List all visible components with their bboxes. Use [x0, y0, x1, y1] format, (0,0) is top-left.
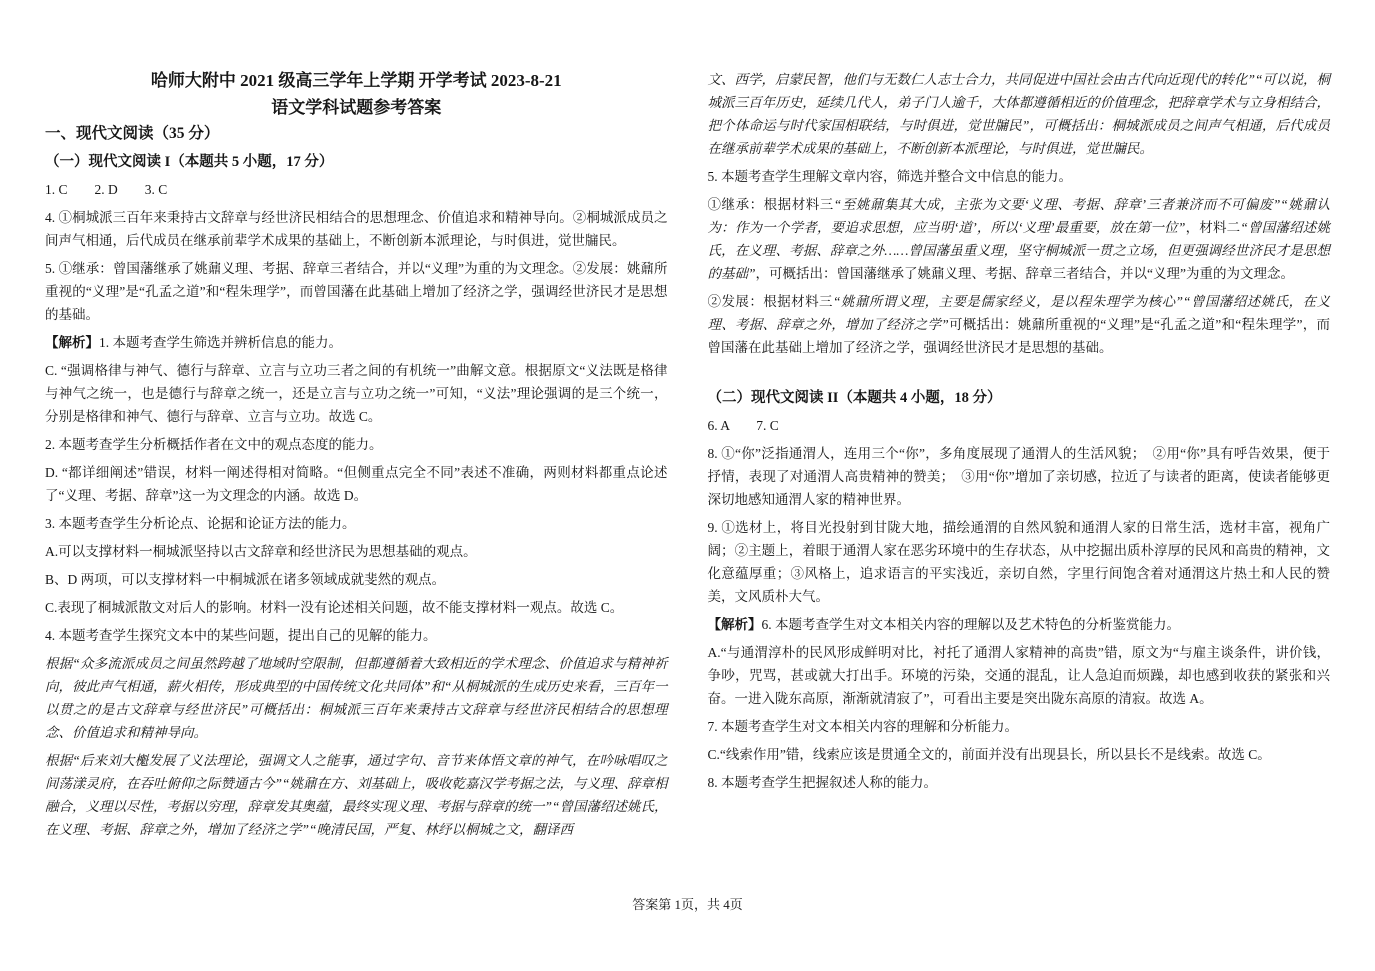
text-run: （一）现代文阅读 I（本题共 5 小题，17 分） [45, 154, 334, 170]
paragraph [708, 290, 1331, 359]
paragraph [45, 178, 668, 201]
paragraph [708, 743, 1331, 766]
paragraph [45, 331, 668, 354]
text-run: ，材料二 [1185, 220, 1241, 235]
text-run: 可概括出：姚鼐所重视的“义理”是“孔孟之道”和“程朱理学”，而曾国藩在此基础上增加了经济之学，强调经世济民才是思想的基础。 [707, 317, 1331, 355]
right-column [708, 68, 1331, 846]
text-run: B、D 两项，可以支撑材料一中桐城派在诸多领域成就斐然的观点。 [45, 572, 446, 587]
text-run: 根据“后来刘大櫆发展了义法理论，强调文人之能事，通过字句、音节来体悟文章的神气，在吟咏唱叹之间荡漾灵府，在吞吐俯仰之际赞通古今”“姚鼐在方、刘基础上，吸收乾嘉汉学考据之法，与义理、辞章相融合，义理以尽性，考据以穷理，辞章发其奥蕴，最终实现义理、考据与辞章的统一”“曾国藩绍述姚氏，在义理、考据、辞章之外，增加了经济之学”“晚清民国，严复、林纾以桐城之文，翻译西 [45, 753, 668, 837]
section-heading [45, 150, 668, 174]
text-run: “至姚鼐集其大成，主张为文要‘义理、考据、辞章’三者兼济而不可偏废”“姚鼐认为：作为一个学者，要追求思想，应当明‘道’，所以‘义理’最重要，放在第一位” [707, 197, 1330, 235]
text-run: D. “都详细阐述”错误，材料一阐述得相对简略。“但侧重点完全不同”表述不准确，两则材料都重点论述了“义理、考据、辞章”这一为文理念的内涵。故选 D。 [45, 465, 668, 503]
left-column-body [45, 122, 668, 841]
paragraph [708, 414, 1331, 437]
text-run: 8. 本题考查学生把握叙述人称的能力。 [707, 775, 937, 790]
paragraph [45, 359, 668, 428]
text-run: 5. ①继承：曾国藩继承了姚鼐义理、考据、辞章三者结合，并以“义理”为重的为文理念。②发展：姚鼐所重视的“义理”是“孔孟之道”和“程朱理学”，而曾国藩在此基础上增加了经济之学，强调经世济民才是思想的基础。 [45, 261, 668, 322]
page-footer: 答案第 1页，共 4页 [632, 897, 743, 912]
paragraph [45, 540, 668, 563]
text-run: ，可概括出：曾国藩继承了姚鼐义理、考据、辞章三者结合，并以“义理”为重的为文理念。 [755, 266, 1294, 281]
paragraph [708, 641, 1331, 710]
left-column [45, 68, 668, 846]
text-run: （二）现代文阅读 II（本题共 4 小题，18 分） [707, 390, 1002, 406]
doc-title: 哈师大附中 2021 级高三学年上学期 开学考试 2023-8-21 [150, 71, 562, 90]
paragraph [45, 568, 668, 591]
doc-subtitle: 语文学科试题参考答案 [271, 98, 442, 117]
paragraph [708, 193, 1331, 285]
paragraph [45, 461, 668, 507]
text-run: 【解析】 [45, 335, 99, 350]
paragraph [45, 512, 668, 535]
paragraph [45, 206, 668, 252]
text-run: 1. C 2. D 3. C [45, 182, 168, 197]
text-run: ①继承：根据材料三 [707, 197, 834, 212]
text-run: 3. 本题考查学生分析论点、论据和论证方法的能力。 [45, 516, 356, 531]
paragraph [45, 257, 668, 326]
text-run: 【解析】 [707, 617, 762, 632]
paragraph [708, 613, 1331, 636]
text-run: 一、现代文阅读（35 分） [45, 125, 220, 142]
text-run: 6. A 7. C [707, 418, 779, 433]
text-run: C.表现了桐城派散文对后人的影响。材料一没有论述相关问题，故不能支撑材料一观点。故选 C。 [45, 600, 624, 615]
text-run: 8. ①“你”泛指通渭人，连用三个“你”，多角度展现了通渭人的生活风貌； ②用“你”具有呼告效果，便于抒情，表现了对通渭人高贵精神的赞美； ③用“你”增加了亲切感，拉近了与读者的距离，使读者能够更深切地感知通渭人家的精神世界。 [707, 446, 1330, 507]
section-heading [708, 386, 1331, 410]
text-run: 7. 本题考查学生对文本相关内容的理解和分析能力。 [707, 719, 1018, 734]
paragraph [708, 715, 1331, 738]
section-gap [708, 364, 1331, 386]
paragraph [45, 433, 668, 456]
text-run: 1. 本题考查学生筛选并辨析信息的能力。 [99, 335, 342, 350]
paragraph [708, 516, 1331, 608]
text-run: “曾国藩绍述姚氏，在义理、考据、辞章之外……曾国藩虽重义理，坚守桐城派一贯之立场，但更强调经世济民才是思想的基础” [707, 220, 1330, 281]
text-run: 根据“众多流派成员之间虽然跨越了地域时空限制，但都遵循着大致相近的学术理念、价值追求与精神祈向，彼此声气相通，薪火相传，形成典型的中国传统文化共同体”和“从桐城派的生成历史来看，三百年一以贯之的是古文辞章与经世济民”可概括出：桐城派三百年来秉持古文辞章与经世济民相结合的思想理念、价值追求和精神导向。 [45, 656, 668, 740]
text-run: 9. ①选材上，将目光投射到甘陇大地，描绘通渭的自然风貌和通渭人家的日常生活，选材丰富，视角广阔；②主题上，着眼于通渭人家在恶劣环境中的生存状态，从中挖掘出质朴淳厚的民风和高贵的精神，文化意蕴厚重；③风格上，追求语言的平实浅近，亲切自然，字里行间饱含着对通渭这片热土和人民的赞美，文风质朴大气。 [707, 520, 1330, 604]
text-run: 2. 本题考查学生分析概括作者在文中的观点态度的能力。 [45, 437, 383, 452]
text-run: 4. ①桐城派三百年来秉持古文辞章与经世济民相结合的思想理念、价值追求和精神导向。②桐城派成员之间声气相通，后代成员在继承前辈学术成果的基础上，不断创新本派理论，与时俱进，觉世牖民。 [45, 210, 668, 248]
text-run: “姚鼐所谓义理，主要是儒家经义，是以程朱理学为核心”“曾国藩绍述姚氏，在义理、考据、辞章之外，增加了经济之学” [707, 294, 1330, 332]
paragraph [708, 165, 1331, 188]
text-run: C.“线索作用”错，线索应该是贯通全文的，前面并没有出现县长，所以县长不是线索。故选 C。 [707, 747, 1271, 762]
paragraph [45, 624, 668, 647]
text-run: 文、西学，启蒙民智，他们与无数仁人志士合力，共同促进中国社会由古代向近现代的转化”“可以说，桐城派三百年历史，延续几代人，弟子门人逾千，大体都遵循相近的价值理念，把辞章学术与立身相结合，把个体命运与时代家国相联结，与时俱进，觉世牖民”，可概括出：桐城派成员之间声气相通，后代成员在继承前辈学术成果的基础上，不断创新本派理论，与时俱进，觉世牖民。 [707, 72, 1331, 156]
text-run: 5. 本题考查学生理解文章内容，筛选并整合文中信息的能力。 [707, 169, 1072, 184]
paragraph [708, 771, 1331, 794]
paragraph [45, 749, 668, 841]
paragraph [45, 596, 668, 619]
text-run: A.可以支撑材料一桐城派坚持以古文辞章和经世济民为思想基础的观点。 [45, 544, 477, 559]
paragraph [708, 442, 1331, 511]
paragraph [708, 68, 1331, 160]
text-run: A.“与通渭淳朴的民风形成鲜明对比，衬托了通渭人家精神的高贵”错，原文为“与雇主谈条件，讲价钱，争吵，咒骂，甚或就大打出手。环境的污染，交通的混乱，让人急迫而烦躁，却也感到收获的紧张和兴奋。一进入陇东高原，渐渐就清寂了”，可看出主要是突出陇东高原的清寂。故选 A。 [707, 645, 1330, 706]
section-heading [45, 122, 668, 146]
paragraph [45, 652, 668, 744]
text-run: 6. 本题考查学生对文本相关内容的理解以及艺术特色的分析鉴赏能力。 [761, 617, 1180, 632]
text-run: 4. 本题考查学生探究文本中的某些问题，提出自己的见解的能力。 [45, 628, 437, 643]
text-run: ②发展：根据材料三 [707, 294, 833, 309]
text-run: C. “强调格律与神气、德行与辞章、立言与立功三者之间的有机统一”曲解文意。根据原文“义法既是格律与神气之统一，也是德行与辞章之统一，还是立言与立功之统一”可知，“义法”理论强调的是三个统一，分别是格律和神气、德行与辞章、立言与立功。故选 C。 [45, 363, 668, 424]
